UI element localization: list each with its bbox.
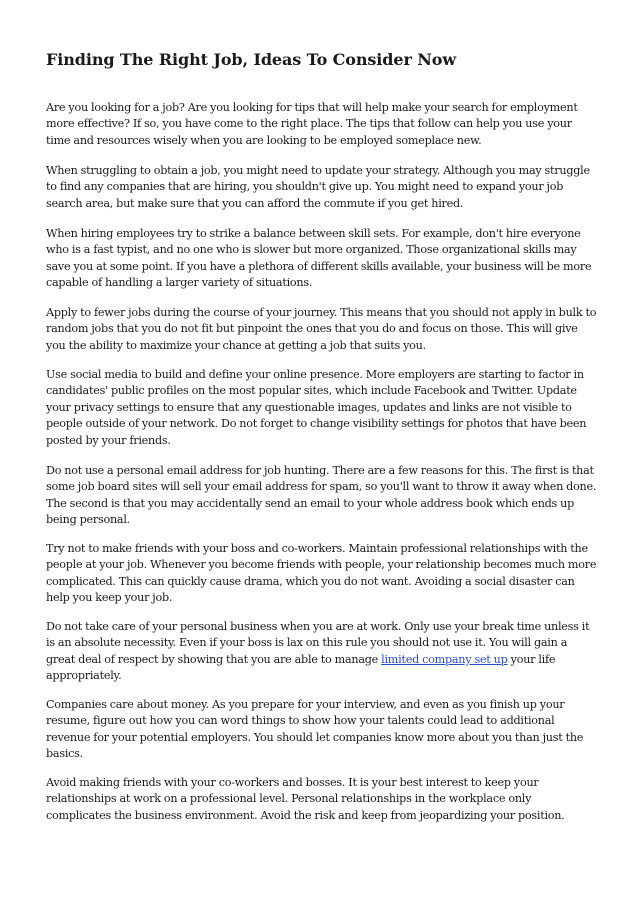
paragraph-apply-fewer: Apply to fewer jobs during the course of your journey. This means that you should not apply in bulk to random jobs that you do not fit but pinpoint the ones that you do and focus on those. This will give you the ability to maximize your chance at getting a job that suits you. [46, 306, 597, 352]
paragraph-strategy: When struggling to obtain a job, you might need to update your strategy. Although you may struggle to find any companies that are hiring, you shouldn't give up. You might need to expand your job search area, but make sure that you can afford the commute if you get hired. [46, 164, 590, 210]
paragraph-intro: Are you looking for a job? Are you looking for tips that will help make your search for employment more effective? If so, you have come to the right place. The tips that follow can help you use your time and resources wisely when you are looking to be employed someplace new. [46, 101, 578, 147]
paragraph-email: Do not use a personal email address for job hunting. There are a few reasons for this. The first is that some job board sites will sell your email address for spam, so you'll want to throw it away when done. The second is that you may accidentally send an email to your whole address book which ends up being personal. [46, 464, 597, 527]
paragraph-coworkers: Avoid making friends with your co-workers and bosses. It is your best interest to keep your relationships at work on a professional level. Personal relationships in the workplace only complicates the business environment. Avoid the risk and keep from jeopardizing your position. [46, 776, 565, 822]
limited-company-link[interactable]: limited company set up [381, 652, 508, 666]
paragraph-text: Do not take care of your personal business when you are at work. Only use your break time unless it is an absolute necessity. Even if your boss is lax on this rule you should not use it. You will gain a great deal of respect by showing that you are able to manage [46, 620, 590, 666]
page-title: Finding The Right Job, Ideas To Consider Now [46, 50, 457, 69]
paragraph-skill-balance: When hiring employees try to strike a balance between skill sets. For example, don't hire everyone who is a fast typist, and no one who is slower but more organized. Those organizational skills may save you at some point. If you have a plethora of different skills available, your business will be more capable of handling a larger variety of situations. [46, 227, 592, 290]
paragraph-personal-business [46, 619, 598, 685]
paragraph-text: your life appropriately. [46, 652, 556, 683]
paragraph-money: Companies care about money. As you prepare for your interview, and even as you finish up your resume, figure out how you can word things to show how your talents could lead to additional revenue for your potential employers. You should let companies know more about you than just the basics. [46, 698, 584, 761]
paragraph-friends-boss: Try not to make friends with your boss and co-workers. Maintain professional relationships with the people at your job. Whenever you become friends with people, your relationship becomes much more complicated. This can quickly cause drama, which you do not want. Avoiding a social disaster can help you keep your job. [46, 542, 597, 605]
paragraph-social-media: Use social media to build and define your online presence. More employers are starting to factor in candidates' public profiles on the most popular sites, which include Facebook and Twitter. Update your privacy settings to ensure that any questionable images, updates and links are not visible to people outside of your network. Do not forget to change visibility settings for photos that have been posted by your friends. [46, 368, 587, 447]
